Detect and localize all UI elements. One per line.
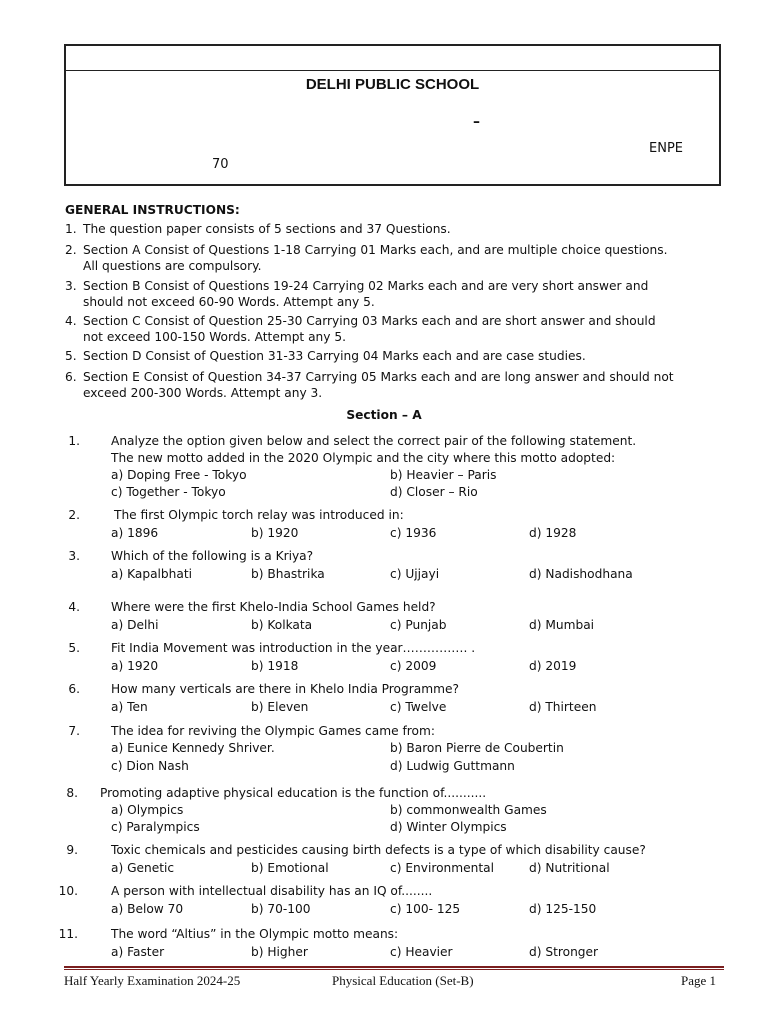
question-number: 10. [58, 884, 78, 898]
option-d: d) Winter Olympics [390, 820, 507, 834]
option-d: d) 125-150 [529, 902, 597, 916]
question-text: Fit India Movement was introduction in the year……………. . [111, 641, 476, 655]
option-d: d) Thirteen [529, 700, 597, 714]
question-text: Where were the first Khelo-India School Games held? [111, 600, 436, 614]
question-text: How many verticals are there in Khelo India Programme? [111, 682, 459, 696]
option-d: d) Stronger [529, 945, 599, 959]
question-number: 6. [68, 682, 80, 696]
question-number: 9. [66, 843, 78, 857]
header-dash: – [473, 114, 480, 130]
header-top-row [66, 46, 719, 71]
option-d: d) Closer – Rio [390, 485, 478, 499]
question-number: 2. [68, 508, 80, 522]
option-a: a) 1920 [111, 659, 159, 673]
option-c: c) Heavier [390, 945, 453, 959]
option-c: c) Dion Nash [111, 759, 189, 773]
option-a: a) Doping Free - Tokyo [111, 468, 247, 482]
school-name: DELHI PUBLIC SCHOOL [305, 76, 480, 93]
option-c: c) 100- 125 [390, 902, 461, 916]
footer-rule-thin [64, 969, 724, 970]
question-text: The word “Altius” in the Olympic motto means: [111, 927, 399, 941]
footer-subject: Physical Education (Set-B) [332, 973, 474, 988]
option-c: c) Ujjayi [390, 567, 440, 581]
instruction-item: 2. Section A Consist of Questions 1-18 Carrying 01 Marks each, and are multiple choice questions. All questions are compulsory. [65, 243, 668, 273]
question-number: 3. [68, 549, 80, 563]
option-a: a) Kapalbhati [111, 567, 193, 581]
question-number: 4. [68, 600, 80, 614]
option-a: a) Faster [111, 945, 165, 959]
option-b: b) Bhastrika [251, 567, 325, 581]
question-text: Which of the following is a Kriya? [111, 549, 314, 563]
question-text: Analyze the option given below and select the correct pair of the following statement. [111, 434, 637, 448]
option-b: b) commonwealth Games [390, 803, 547, 817]
option-a: a) Genetic [111, 861, 175, 875]
option-b: b) Eleven [251, 700, 309, 714]
option-c: c) 2009 [390, 659, 437, 673]
option-c: c) Punjab [390, 618, 447, 632]
option-d: d) Mumbai [529, 618, 595, 632]
footer-exam-name: Half Yearly Examination 2024-25 [64, 973, 241, 988]
question-text: The idea for reviving the Olympic Games came from: [111, 724, 435, 738]
option-b: b) Higher [251, 945, 308, 959]
option-c: c) Together - Tokyo [111, 485, 226, 499]
max-marks: 70 [212, 157, 229, 172]
option-b: b) Emotional [251, 861, 329, 875]
footer-rule [64, 966, 724, 968]
option-c: c) Paralympics [111, 820, 200, 834]
option-d: d) Ludwig Guttmann [390, 759, 515, 773]
instruction-item: 6. Section E Consist of Question 34-37 Carrying 05 Marks each and are long answer and should not exceed 200-300 Words. Attempt any 3. [65, 370, 674, 400]
instruction-item: 4. Section C Consist of Question 25-30 Carrying 03 Marks each and are short answer and should not exceed 100-150 Words. Attempt any 5. [65, 314, 656, 344]
instruction-item: 3. Section B Consist of Questions 19-24 Carrying 02 Marks each and are very short answer and should not exceed 60-90 Words. Attempt any 5. [65, 279, 649, 309]
instruction-item: 5. Section D Consist of Question 31-33 Carrying 04 Marks each and are case studies. [65, 349, 586, 363]
option-a: a) Eunice Kennedy Shriver. [111, 741, 275, 755]
option-b: b) 70-100 [251, 902, 311, 916]
footer-page-number: Page 1 [681, 973, 717, 988]
option-d: d) 1928 [529, 526, 577, 540]
question-number: 5. [68, 641, 80, 655]
option-c: c) Twelve [390, 700, 447, 714]
option-b: b) Kolkata [251, 618, 313, 632]
header-box [64, 44, 721, 186]
option-b: b) Heavier – Paris [390, 468, 497, 482]
option-a: a) Olympics [111, 803, 184, 817]
option-a: a) Delhi [111, 618, 159, 632]
option-b: b) 1920 [251, 526, 299, 540]
question-text: A person with intellectual disability has an IQ of........ [111, 884, 433, 898]
instructions-title: GENERAL INSTRUCTIONS: [65, 203, 240, 217]
question-number: 7. [68, 724, 80, 738]
option-a: a) Below 70 [111, 902, 184, 916]
question-text: Promoting adaptive physical education is the function of........... [100, 786, 487, 800]
option-d: d) 2019 [529, 659, 577, 673]
option-c: c) Environmental [390, 861, 495, 875]
subject-code: ENPE [649, 141, 683, 156]
option-a: a) 1896 [111, 526, 159, 540]
question-number: 11. [58, 927, 78, 941]
question-number: 1. [68, 434, 80, 448]
option-d: d) Nadishodhana [529, 567, 633, 581]
option-c: c) 1936 [390, 526, 437, 540]
option-b: b) Baron Pierre de Coubertin [390, 741, 564, 755]
option-d: d) Nutritional [529, 861, 610, 875]
question-text-line2: The new motto added in the 2020 Olympic and the city where this motto adopted: [111, 451, 616, 465]
section-title: Section – A [346, 408, 422, 422]
option-b: b) 1918 [251, 659, 299, 673]
question-number: 8. [66, 786, 78, 800]
question-text: The first Olympic torch relay was introduced in: [114, 508, 404, 522]
instruction-item: 1. The question paper consists of 5 sections and 37 Questions. [65, 222, 451, 236]
question-text: Toxic chemicals and pesticides causing birth defects is a type of which disability cause? [111, 843, 646, 857]
option-a: a) Ten [111, 700, 148, 714]
